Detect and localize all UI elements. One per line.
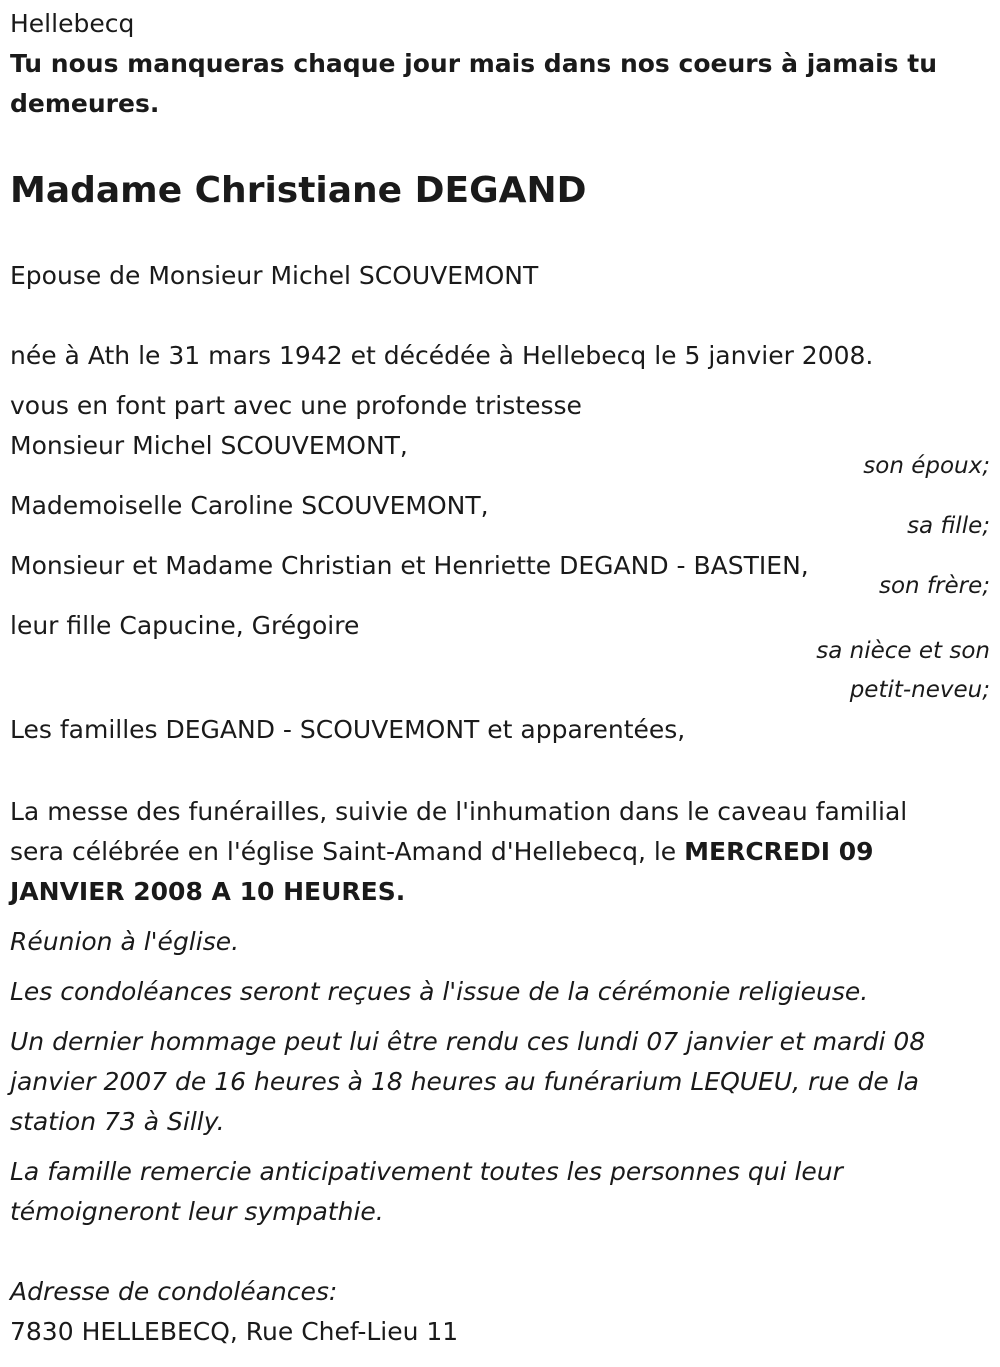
address-label: Adresse de condoléances: <box>10 1277 338 1306</box>
reunion-text: Réunion à l'église. <box>10 927 240 956</box>
homage-paragraph <box>10 1022 990 1142</box>
ceremony-date: MERCREDI 09 <box>684 837 874 866</box>
ceremony-text-line <box>10 832 990 872</box>
thanks-paragraph <box>10 1152 990 1232</box>
family-member-role: son frère; <box>878 573 990 599</box>
family-member-name: leur fille Capucine, Grégoire <box>10 611 360 640</box>
address-value: 7830 HELLEBECQ, Rue Chef-Lieu 11 <box>10 1317 459 1346</box>
families-line: Les familles DEGAND - SCOUVEMONT et apparentées, <box>10 715 686 744</box>
ceremony-text: sera célébrée en l'église Saint-Amand d'Hellebecq, le <box>10 837 685 866</box>
family-member-name: Mademoiselle Caroline SCOUVEMONT, <box>10 491 489 520</box>
thanks-line: La famille remercie anticipativement toutes les personnes qui leur <box>10 1157 843 1186</box>
family-member <box>10 486 990 540</box>
family-member-role: sa fille; <box>907 513 990 539</box>
family-member <box>10 606 990 710</box>
homage-line: Un dernier hommage peut lui être rendu ces lundi 07 janvier et mardi 08 <box>10 1027 926 1056</box>
ceremony-text-line: La messe des funérailles, suivie de l'inhumation dans le caveau familial <box>10 797 908 826</box>
homage-line: station 73 à Silly. <box>10 1107 225 1136</box>
family-member-name: Monsieur et Madame Christian et Henriette DEGAND - BASTIEN, <box>10 551 809 580</box>
condolences-text: Les condoléances seront reçues à l'issue de la cérémonie religieuse. <box>10 977 869 1006</box>
motto-text: Tu nous manqueras chaque jour mais dans nos coeurs à jamais tu demeures. <box>10 49 938 118</box>
life-dates-line: née à Ath le 31 mars 1942 et décédée à Hellebecq le 5 janvier 2008. <box>10 341 874 370</box>
family-member-role-continued: petit-neveu; <box>849 677 990 703</box>
homage-line: janvier 2007 de 16 heures à 18 heures au funérarium LEQUEU, rue de la <box>10 1067 919 1096</box>
family-member-role: sa nièce et son <box>816 638 990 664</box>
family-member <box>10 546 990 600</box>
ceremony-paragraph <box>10 792 990 912</box>
thanks-line: témoigneront leur sympathie. <box>10 1197 384 1226</box>
family-member-role: son époux; <box>863 453 990 479</box>
announcement-intro: vous en font part avec une profonde tristesse <box>10 391 582 420</box>
family-member <box>10 426 990 480</box>
spouse-line: Epouse de Monsieur Michel SCOUVEMONT <box>10 261 539 290</box>
location-text: Hellebecq <box>10 9 135 38</box>
obituary-page <box>10 4 990 1352</box>
deceased-name: Madame Christiane DEGAND <box>10 170 587 211</box>
family-member-name: Monsieur Michel SCOUVEMONT, <box>10 431 408 460</box>
ceremony-date-continued: JANVIER 2008 A 10 HEURES. <box>10 877 406 906</box>
